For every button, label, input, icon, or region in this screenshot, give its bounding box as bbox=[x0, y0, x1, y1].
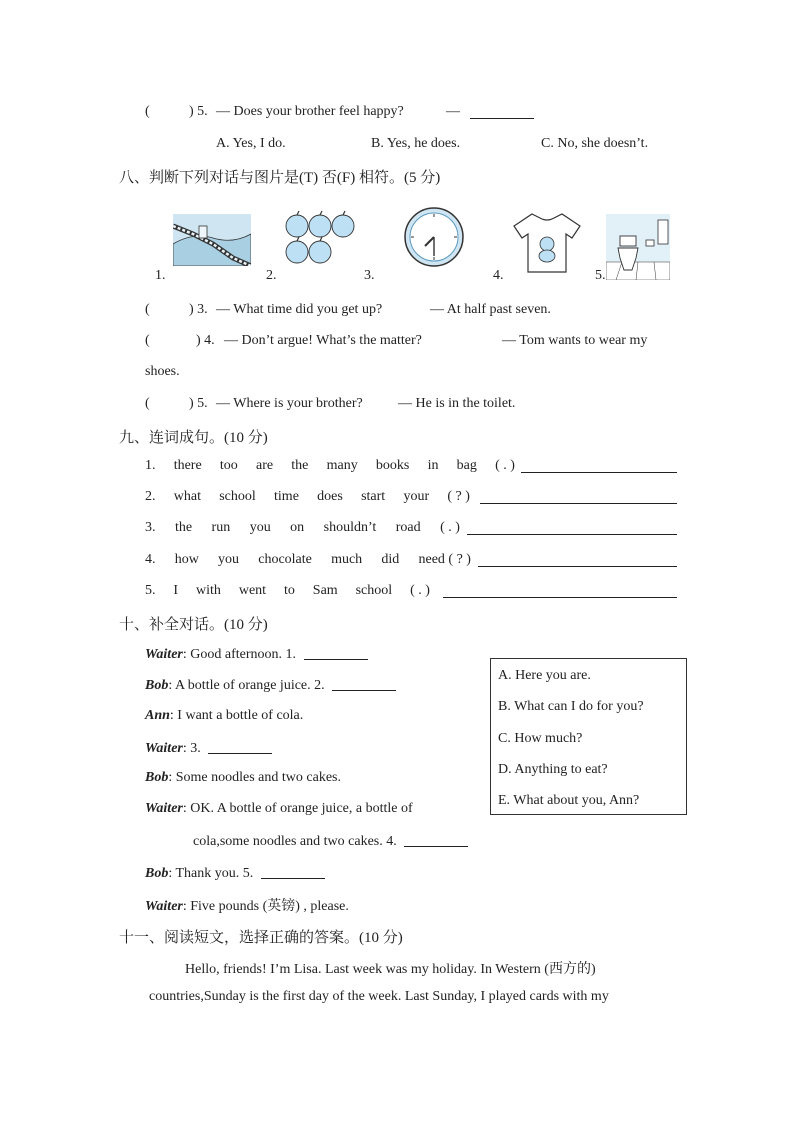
dialogue-line bbox=[145, 801, 413, 817]
word: too bbox=[219, 458, 238, 473]
question-text: — What time did you get up? bbox=[216, 302, 383, 317]
word: ( ? ) bbox=[447, 489, 470, 504]
dialogue-text: : I want a bottle of cola. bbox=[169, 708, 304, 723]
section-10-title: 十、补全对话。(10 分) bbox=[119, 617, 268, 633]
answer-text: — Tom wants to wear my bbox=[502, 333, 648, 348]
word: run bbox=[211, 520, 231, 535]
word: start bbox=[361, 489, 386, 504]
word: there bbox=[173, 458, 202, 473]
word: to bbox=[283, 583, 295, 598]
question-text: — Where is your brother? bbox=[216, 396, 363, 411]
dialogue-line bbox=[193, 832, 468, 850]
word-order-item bbox=[145, 583, 677, 601]
word: did bbox=[381, 552, 400, 567]
word: shouldn’t bbox=[323, 520, 377, 535]
picture-number: 3. bbox=[364, 268, 375, 283]
answer-blank[interactable] bbox=[304, 645, 368, 660]
answer-continuation: shoes. bbox=[145, 364, 180, 379]
question-number: ) 5. bbox=[189, 396, 208, 411]
word: school bbox=[355, 583, 393, 598]
word: with bbox=[196, 583, 221, 598]
word-order-item bbox=[145, 489, 677, 507]
section-9-title: 九、连词成句。(10 分) bbox=[119, 430, 268, 446]
word: on bbox=[290, 520, 305, 535]
word: in bbox=[427, 458, 439, 473]
dialogue-text: : Thank you. 5. bbox=[168, 866, 254, 881]
answer-blank[interactable] bbox=[443, 583, 677, 598]
section-8-title: 八、判断下列对话与图片是(T) 否(F) 相符。(5 分) bbox=[119, 170, 441, 186]
question-number: ) 5. bbox=[189, 104, 208, 119]
dialogue-line bbox=[145, 676, 396, 694]
option-b: B. What can I do for you? bbox=[498, 699, 644, 714]
word: I bbox=[173, 583, 179, 598]
word: much bbox=[331, 552, 363, 567]
answer-blank[interactable] bbox=[478, 552, 677, 567]
word-order-item bbox=[145, 552, 677, 570]
word: ( . ) bbox=[495, 458, 515, 473]
item-number: 1. bbox=[145, 458, 156, 473]
dialogue-text: : 3. bbox=[182, 741, 201, 756]
answer-dash: — bbox=[446, 104, 460, 119]
word: school bbox=[219, 489, 256, 504]
dialogue-line bbox=[145, 864, 325, 882]
passage-line: countries,Sunday is the first day of the week. Last Sunday, I played cards with my bbox=[149, 989, 609, 1004]
word: Sam bbox=[312, 583, 338, 598]
apples-picture bbox=[284, 210, 358, 268]
answer-blank[interactable] bbox=[208, 739, 272, 754]
answer-blank[interactable] bbox=[332, 676, 396, 691]
answer-blank[interactable] bbox=[521, 458, 677, 473]
word: chocolate bbox=[258, 552, 312, 567]
answer-text: — He is in the toilet. bbox=[398, 396, 516, 411]
speaker-name: Bob bbox=[145, 770, 169, 785]
answer-blank[interactable] bbox=[480, 489, 677, 504]
word: ( . ) bbox=[440, 520, 460, 535]
word: road bbox=[395, 520, 421, 535]
picture-number: 2. bbox=[266, 268, 277, 283]
option-c: C. How much? bbox=[498, 731, 583, 746]
word: does bbox=[317, 489, 343, 504]
question-text: — Does your brother feel happy? bbox=[216, 104, 404, 119]
answer-blank[interactable] bbox=[467, 520, 677, 535]
word-order-item bbox=[145, 458, 677, 476]
word: went bbox=[238, 583, 267, 598]
answer-blank[interactable] bbox=[261, 864, 325, 879]
option-b: B. Yes, he does. bbox=[371, 136, 461, 151]
answer-blank[interactable] bbox=[404, 832, 468, 847]
speaker-name: Waiter bbox=[145, 647, 183, 662]
option-e: E. What about you, Ann? bbox=[498, 793, 640, 808]
speaker-name: Bob bbox=[145, 866, 169, 881]
options-box bbox=[490, 658, 687, 815]
answer-text: — At half past seven. bbox=[430, 302, 551, 317]
speaker-name: Ann bbox=[145, 708, 170, 723]
item-number: 2. bbox=[145, 489, 156, 504]
speaker-name: Waiter bbox=[145, 899, 183, 914]
dialogue-text: : Some noodles and two cakes. bbox=[168, 770, 341, 785]
dialogue-line bbox=[145, 708, 303, 724]
section-11-title: 十一、阅读短文，选择正确的答案。(10 分) bbox=[119, 930, 403, 946]
word: what bbox=[173, 489, 201, 504]
clock-picture bbox=[403, 206, 465, 268]
question-number: ) 3. bbox=[189, 302, 208, 317]
speaker-name: Bob bbox=[145, 678, 169, 693]
great-wall-picture bbox=[173, 214, 251, 266]
picture-number: 1. bbox=[155, 268, 166, 283]
dialogue-text: : OK. A bottle of orange juice, a bottle of bbox=[182, 801, 413, 816]
option-a: A. Here you are. bbox=[498, 668, 591, 683]
answer-paren-open: ( bbox=[145, 302, 150, 317]
question-text: — Don’t argue! What’s the matter? bbox=[224, 333, 422, 348]
word: the bbox=[291, 458, 309, 473]
item-number: 5. bbox=[145, 583, 156, 598]
dialogue-line bbox=[145, 739, 272, 757]
dialogue-line bbox=[145, 895, 349, 915]
passage-line: Hello, friends! I’m Lisa. Last week was my holiday. In Western (西方的) bbox=[185, 962, 596, 977]
option-c: C. No, she doesn’t. bbox=[541, 136, 649, 151]
dialogue-text: : Five pounds (英镑) , please. bbox=[182, 899, 349, 914]
word: bag bbox=[456, 458, 477, 473]
dialogue-text: : A bottle of orange juice. 2. bbox=[168, 678, 325, 693]
word: you bbox=[249, 520, 271, 535]
option-d: D. Anything to eat? bbox=[498, 762, 608, 777]
question-number: ) 4. bbox=[196, 333, 215, 348]
word: are bbox=[255, 458, 274, 473]
word: need ( ? ) bbox=[418, 552, 471, 567]
word: the bbox=[174, 520, 193, 535]
word: your bbox=[403, 489, 430, 504]
word: time bbox=[274, 489, 299, 504]
dialogue-line bbox=[145, 645, 368, 663]
dialogue-text: : Good afternoon. 1. bbox=[182, 647, 297, 662]
t-shirt-picture bbox=[512, 212, 582, 274]
answer-paren-open: ( bbox=[145, 333, 150, 348]
speaker-name: Waiter bbox=[145, 801, 183, 816]
word: many bbox=[326, 458, 358, 473]
item-number: 4. bbox=[145, 552, 156, 567]
dialogue-text: cola,some noodles and two cakes. 4. bbox=[193, 834, 397, 849]
picture-number: 4. bbox=[493, 268, 504, 283]
option-a: A. Yes, I do. bbox=[216, 136, 286, 151]
answer-paren-open: ( bbox=[145, 396, 150, 411]
word-order-item bbox=[145, 520, 677, 538]
answer-blank[interactable] bbox=[470, 104, 534, 119]
dialogue-line bbox=[145, 770, 341, 786]
toilet-picture bbox=[606, 214, 670, 280]
word: you bbox=[218, 552, 240, 567]
word: ( . ) bbox=[410, 583, 430, 598]
speaker-name: Waiter bbox=[145, 741, 183, 756]
picture-number: 5. bbox=[595, 268, 606, 283]
answer-paren-open: ( bbox=[145, 104, 150, 119]
word: how bbox=[174, 552, 199, 567]
item-number: 3. bbox=[145, 520, 156, 535]
word: books bbox=[375, 458, 410, 473]
